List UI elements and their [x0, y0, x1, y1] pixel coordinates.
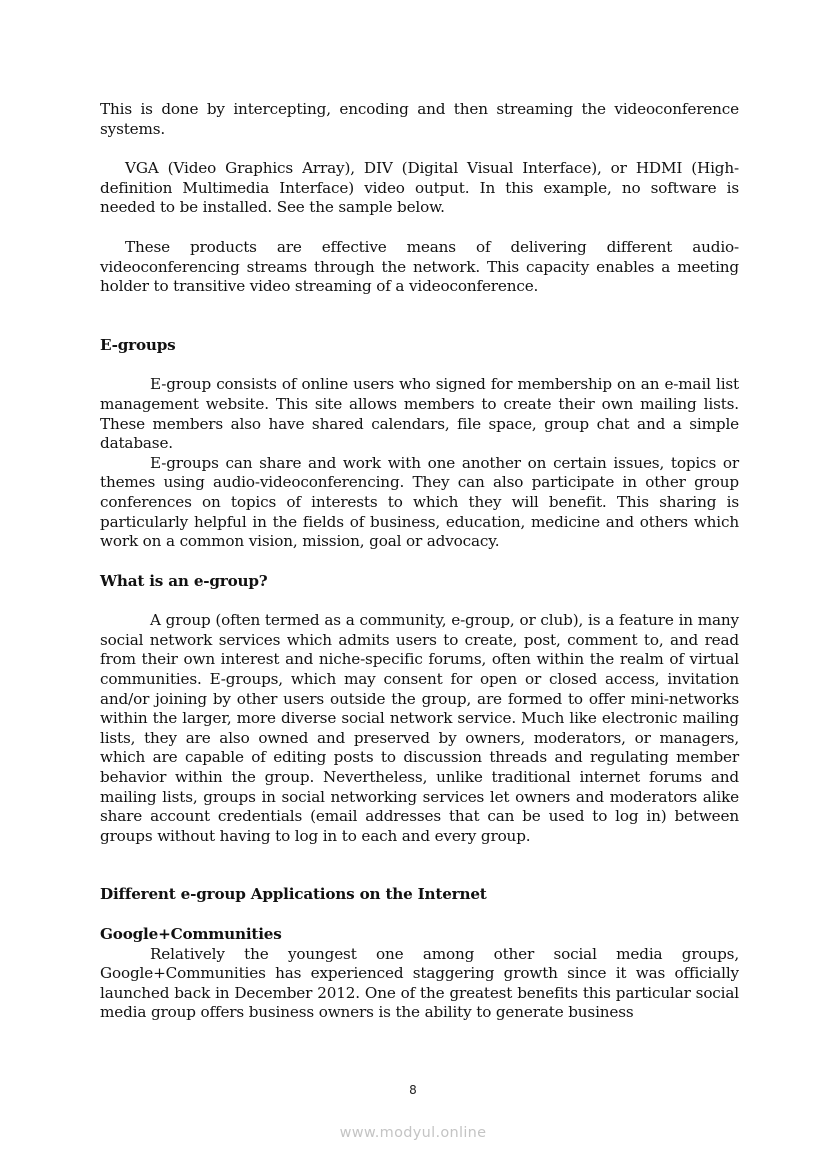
google-communities-paragraph: Relatively the youngest one among other social media groups, Google+Communities has experienced staggering growth since it was officially launched back in December 2012. One of the greatest benefits this particular social media group offers business owners is the ability to generate business	[100, 944, 739, 1022]
page-number: 8	[409, 1083, 417, 1097]
egroups-paragraph-1: E-group consists of online users who signed for membership on an e-mail list management website. This site allows members to create their own mailing lists. These members also have shared calendars, file space, group chat and a simple database.	[100, 375, 739, 453]
google-communities-subheading: Google+Communities	[100, 925, 282, 943]
watermark: www.modyul.online	[339, 1125, 487, 1141]
what-is-egroup-heading: What is an e-group?	[100, 571, 268, 590]
intro-paragraph-3: These products are effective means of delivering different audio-videoconferencing streams through the network. This capacity enables a meeting holder to transitive video streaming of a videoconference.	[100, 237, 739, 296]
applications-heading: Different e-group Applications on the Internet	[100, 885, 487, 904]
egroups-paragraph-2: E-groups can share and work with one another on certain issues, topics or themes using audio-videoconferencing. They can also participate in other group conferences on topics of interests to which they will benefit. This sharing is particularly helpful in the fields of business, education, medicine and others which work on a common vision, mission, goal or advocacy.	[100, 453, 739, 551]
intro-paragraph-2: VGA (Video Graphics Array), DIV (Digital Visual Interface), or HDMI (High-definition Multimedia Interface) video output. In this example, no software is needed to be installed. See the sample below.	[100, 159, 739, 217]
what-is-egroup-paragraph: A group (often termed as a community, e-group, or club), is a feature in many social network services which admits users to create, post, comment to, and read from their own interest and niche-specific forums, often within the realm of virtual communities. E-groups, which may consent for open or closed access, invitation and/or joining by other users outside the group, are formed to offer mini-networks within the larger, more diverse social network service. Much like electronic mailing lists, they are also owned and preserved by owners, moderators, or managers, which are capable of editing posts to discussion threads and regulating member behavior within the group. Nevertheless, unlike traditional internet forums and mailing lists, groups in social networking services let owners and moderators alike share account credentials (email addresses that can be used to log in) between groups without having to log in to each and every group.	[100, 611, 739, 845]
egroups-heading: E-groups	[100, 335, 176, 354]
intro-paragraph-1: This is done by intercepting, encoding and then streaming the videoconference systems.	[100, 100, 739, 138]
document-page	[100, 100, 739, 1023]
